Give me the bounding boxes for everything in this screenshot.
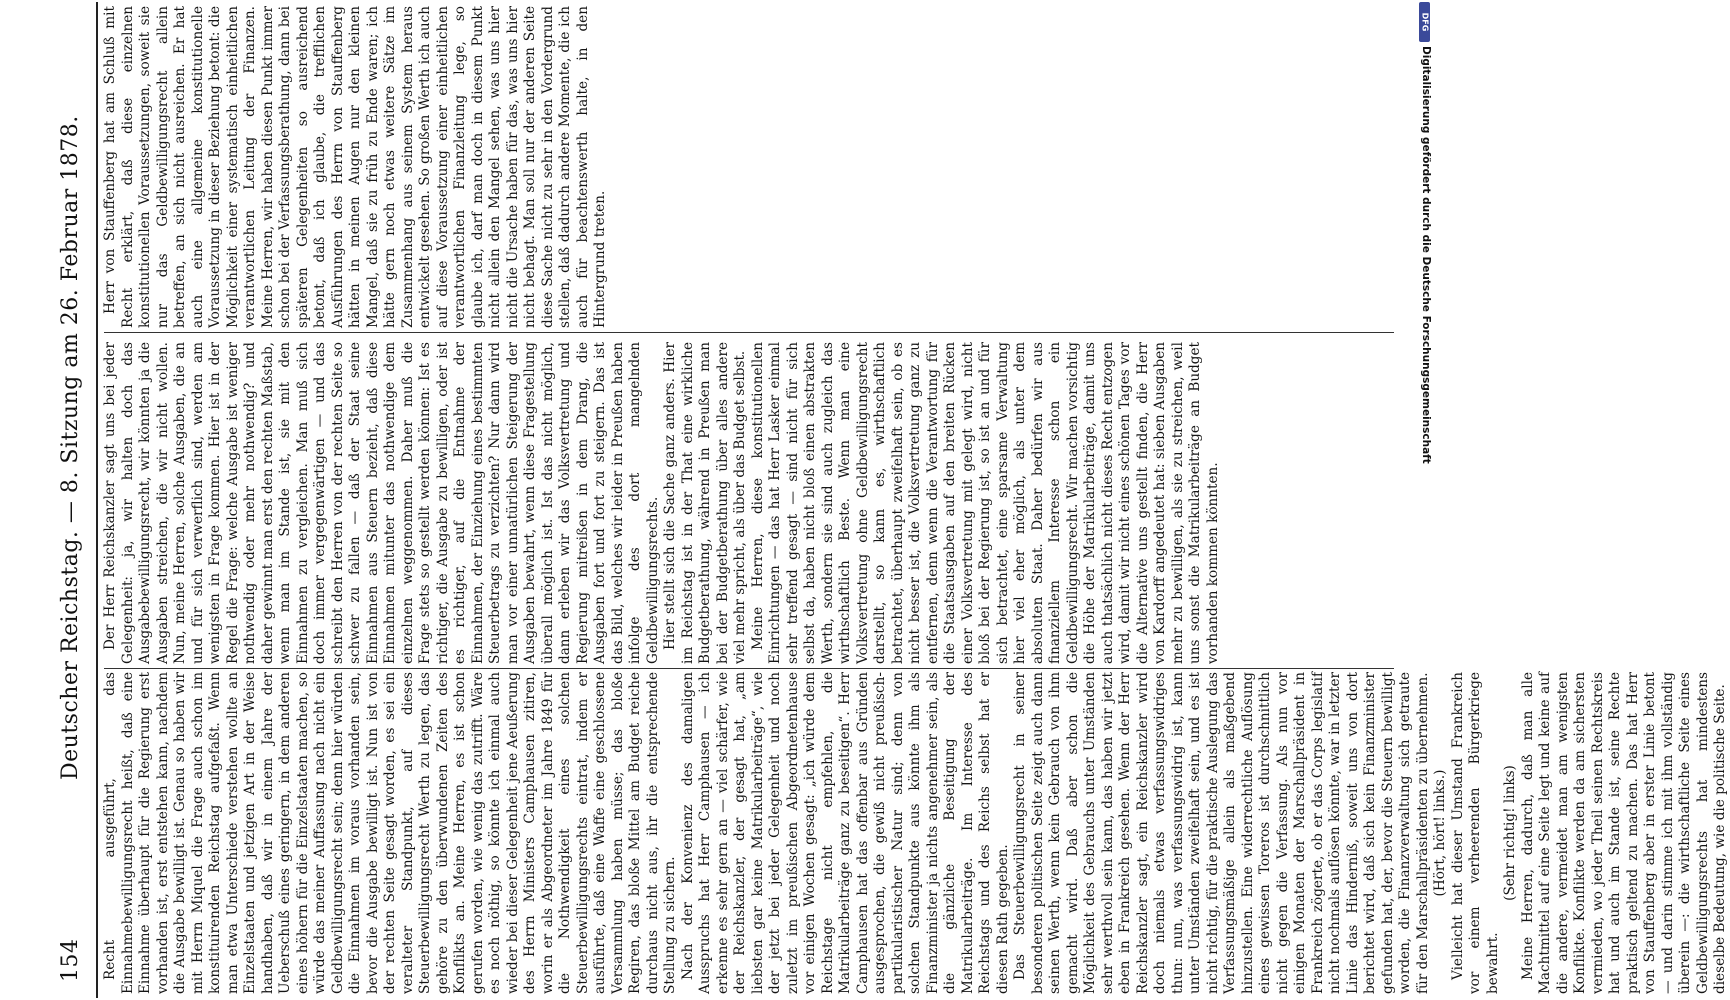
- text-column-1: [102, 672, 1728, 994]
- paragraph: Der Herr Reichskanzler sagt uns bei jeder Gelegenheit: ja, wir halten doch das Ausgabebewilligungsrecht, wir könnten ja die Ausgaben streichen, die wir nicht wollen. Nun, meine Herren, solche Ausgaben, die an und für sich verwerflich sind, werden am wenigsten in Frage kommen. Hier ist in der Regel die Frage: welche Ausgabe ist weniger nothwendig oder mehr nothwendig? und daher gewinnt man erst den rechten Maßstab, wenn man im Stande ist, sie mit den Einnahmen zu vergleichen. Man muß sich doch immer vergegenwärtigen — und das schreibt den Herren von der rechten Seite so schwer zu fallen — daß der Staat seine Einnahmen aus Steuern bezieht, daß diese Einnahmen mitunter das nothwendige dem einzelnen weggenommen. Daher muß die Frage stets so gestellt werden können: Ist es richtiger, die Ausgabe zu bewilligen, oder ist es richtiger, auf die Entnahme der Einnahmen, der Einziehung eines bestimmten Steuerbetrags zu verzichten? Nur dann wird man vor einer unnatürlichen Steigerung der Ausgaben bewahrt, wenn diese Fragestellung überall möglich ist. Ist das nicht möglich, dann erleben wir das Volksvertretung und Regierung mitreißen in dem Drang, die Ausgaben fort und fort zu steigern. Das ist das Bild, welches wir leider in Preußen haben infolge des dort mangelnden Geldbewilligungsrechts.: [102, 342, 661, 664]
- running-head: Deutscher Reichstag. — 8. Sitzung am 26. Februar 1878.: [58, 115, 83, 780]
- paragraph: Nach der Konvenienz des damaligen Ausspruchs hat Herr Camphausen — ich erkenne es sehr gern an — viel schärfer, wie der Reichskanzler, der gesagt hat, „am liebsten gar keine Matrikularbeiträge“, wie der jetzt bei jeder Gelegenheit und noch zuletzt im preußischen Abgeordnetenhause vor einigen Wochen gesagt: „ich würde dem Reichstage nicht empfehlen, die Matrikularbeiträge ganz zu beseitigen“. Herr Camphausen hat das offenbar aus Gründen ausgesprochen, die gewiß nicht preußisch-partikularistischer Natur sind; denn von solchen Standpunkte aus könnte ihm als Finanzminister ja nichts angenehmer sein, als die gänzliche Beseitigung der Matrikularbeiträge. Im Interesse des Reichstags und des Reichs selbst hat er diesen Rath gegeben.: [679, 672, 1011, 994]
- page-header: [58, 0, 94, 1000]
- text-column-3: [102, 6, 1402, 328]
- column-divider: [104, 668, 1394, 669]
- dfg-logo-badge: DFG: [1419, 2, 1430, 42]
- paragraph: Meine Herren, diese konstitutionellen Einrichtungen — das hat Herr Lasker einmal sehr treffend gesagt — sind nicht für sich selbst da, haben nicht bloß einen abstrakten Werth, sondern sie sind auch zugleich das wirthschaftlich Beste. Wenn man eine Volksvertretung ohne Geldbewilligungsrecht darstellt, so kann es, wirthschaftlich betrachtet, überhaupt zweifelhaft sein, ob es nicht besser ist, die Volksvertretung ganz zu entfernen, denn wenn die Verantwortung für die Staatsausgaben auf den breiten Rücken einer Volksvertretung mit gelegt wird, nicht bloß bei der Regierung ist, so ist an und für sich betrachtet, eine sparsame Verwaltung hier viel eher möglich, als unter dem absoluten Staat. Daher bedürfen wir aus finanziellem Interesse schon ein Geldbewilligungsrecht. Wir machen vorsichtig die Höhe der Matrikularbeiträge, damit uns auch thatsächlich nicht dieses Recht entzogen wird, damit wir nicht eines schönen Tages vor die Alternative uns gestellt finden, die Herr von Kardorff angedeutet hat: sieben Ausgaben mehr zu bewilligen, als sie zu streichen, weil uns sonst die Matrikularbeiträge an Budget vorhanden kommen könnten.: [749, 342, 1221, 664]
- paragraph: Herr von Stauffenberg hat am Schluß mit Recht erklärt, daß diese einzelnen konstitutionellen Voraussetzungen, soweit sie nur das Geldbewilligungsrecht allein betreffen, an sich nicht ausreichen. Er hat auch eine allgemeine konstitutionelle Voraussetzung in dieser Beziehung betont: die Möglichkeit einer systematisch einheitlichen verantwortlichen Leitung der Finanzen. Meine Herren, wir haben diesen Punkt immer schon bei der Verfassungsberathung, dann bei späteren Gelegenheiten so ausreichend betont, daß ich glaube, die trefflichen Ausführungen des Herrn von Stauffenberg hätten in meinen Augen nur den kleinen Mangel, daß sie zu früh zu Ende waren; ich hätte gern noch etwas weitere Sätze im Zusammenhang aus seinem System heraus entwickelt gesehen. So großen Werth ich auch auf diese Voraussetzung einer einheitlichen verantwortlichen Finanzleitung lege, so glaube ich, darf man doch in diesem Punkt nicht allein den Mangel sehen, was uns hier nicht die Ursache haben für das, was uns hier nicht behagt. Man soll nur der anderen Seite diese Sache nicht zu sehr in den Vordergrund stellen, daß dadurch andere Momente, die ich auch für beachtenswerth halte, in den Hintergrund treten.: [102, 6, 608, 328]
- column-divider: [104, 332, 1394, 333]
- interjection: (Sehr richtig! links): [1502, 765, 1518, 901]
- paragraph: Meine Herren, dadurch, daß man alle Machtmittel auf eine Seite legt und keine auf die andere, vermeidet man am wenigsten Konflikte. Konflikte werden da am sichersten vermieden, wo jeder Theil seinen Rechtskreis hat und auch im Stande ist, seine Rechte praktisch geltend zu machen. Das hat Herr von Stauffenberg aber in erster Linie betont — und darin stimme ich mit ihm vollständig überein —: die wirthschaftliche Seite eines Geldbewilligungsrechts hat mindestens dieselbe Bedeutung, wie die politische Seite.: [1519, 672, 1728, 994]
- paragraph: Recht ausgeführt, das Einnahmebewilligungsrecht heißt, daß eine Einnahme überhaupt für die Regierung erst vorhanden ist, erst entstehen kann, nachdem die Ausgabe bewilligt ist. Genau so haben wir mit Herrn Miquel die Frage auch schon im konstituirenden Reichstag aufgefaßt. Wenn man etwa Unterschiede verstehen wollte an Einzelstaaten und jetzigen Art in der Weise handhaben, daß wir in einem Jahre der Ueberschuß eines geringern, in dem anderen eines höhern für die Einzelstaaten machen, so würde das meiner Auffassung nach nicht ein Geldbewilligungsrecht sein; denn hier würden die Einnahmen im voraus vorhanden sein, bevor die Ausgabe bewilligt ist. Nun ist von der rechten Seite gesagt worden, es sei ein veralteter Standpunkt, auf dieses Steuerbewilligungsrecht Werth zu legen, das gehöre zu den überwundenen Zeiten des Konflikts an. Meine Herren, es ist schon gerufen worden, wie wenig das zutrifft. Wäre es noch nöthig, so könnte ich einmal auch wieder bei dieser Gelegenheit jene Aeußerung des Herrn Ministers Camphausen zitiren, worin er als Abgeordneter im Jahre 1849 für die Nothwendigkeit eines solchen Steuerbewilligungsrechts eintrat, indem er ausführte, daß eine Waffe eine geschlossene Versammlung haben müsse; das bloße Regiren, das bloße Mittel am Budget reiche durchaus nicht aus, ihr die entsprechende Stellung zu sichern.: [102, 672, 678, 994]
- paragraph: Das Steuerbewilligungsrecht in seiner besonderen politischen Seite zeigt auch dann seinen Werth, wenn kein Gebrauch von ihm gemacht wird. Daß aber schon die Möglichkeit des Gebrauchs unter Umständen sehr werthvoll sein kann, das haben wir jetzt eben in Frankreich gesehen. Wenn der Herr Reichskanzler sagt, ein Reichskanzler wird doch niemals etwas verfassungswidriges thun: nun, was verfassungswidrig ist, kann unter Umständen zweifelhaft sein, und es ist nicht richtig, für die praktische Auslegung das Verfassungsmäßige allein als maßgebend hinzustellen. Eine widerrechtliche Auflösung eines gewissen Toreros ist durchschnittlich nicht gegen die Verfassung. Als nun vor einigen Monaten der Marschallpräsident in Frankreich zögerte, ob er das Corps legislatif nicht nochmals auflösen könnte, war in letzter Linie das Hinderniß, soweit uns von dort berichtet wird, daß sich kein Finanzminister gefunden hat, der, bevor die Steuern bewilligt worden, die Finanzverwaltung sich getraute für den Marschallpräsidenten zu übernehmen.: [1012, 672, 1431, 994]
- paragraph: Hier stellt sich die Sache ganz anders. Hier im Reichstag ist in der That eine wirkliche Budgetberathung, während in Preußen man bei der Budgetberathung über alles andere viel mehr spricht, als über das Budget selbst.: [662, 342, 748, 664]
- interjection: (Hört, hört! links.): [1432, 769, 1448, 897]
- page-number: 154: [58, 938, 83, 982]
- digitization-credit: Digitalisierung gefördert durch die Deutsche Forschungsgemeinschaft: [1420, 46, 1432, 464]
- paragraph: Vielleicht hat dieser Umstand Frankreich vor einem verheerenden Bürgerkriege bewahrt.: [1449, 672, 1501, 994]
- dfg-logo: [1419, 2, 1430, 42]
- header-rule: [96, 2, 98, 998]
- text-column-2: [102, 342, 1402, 664]
